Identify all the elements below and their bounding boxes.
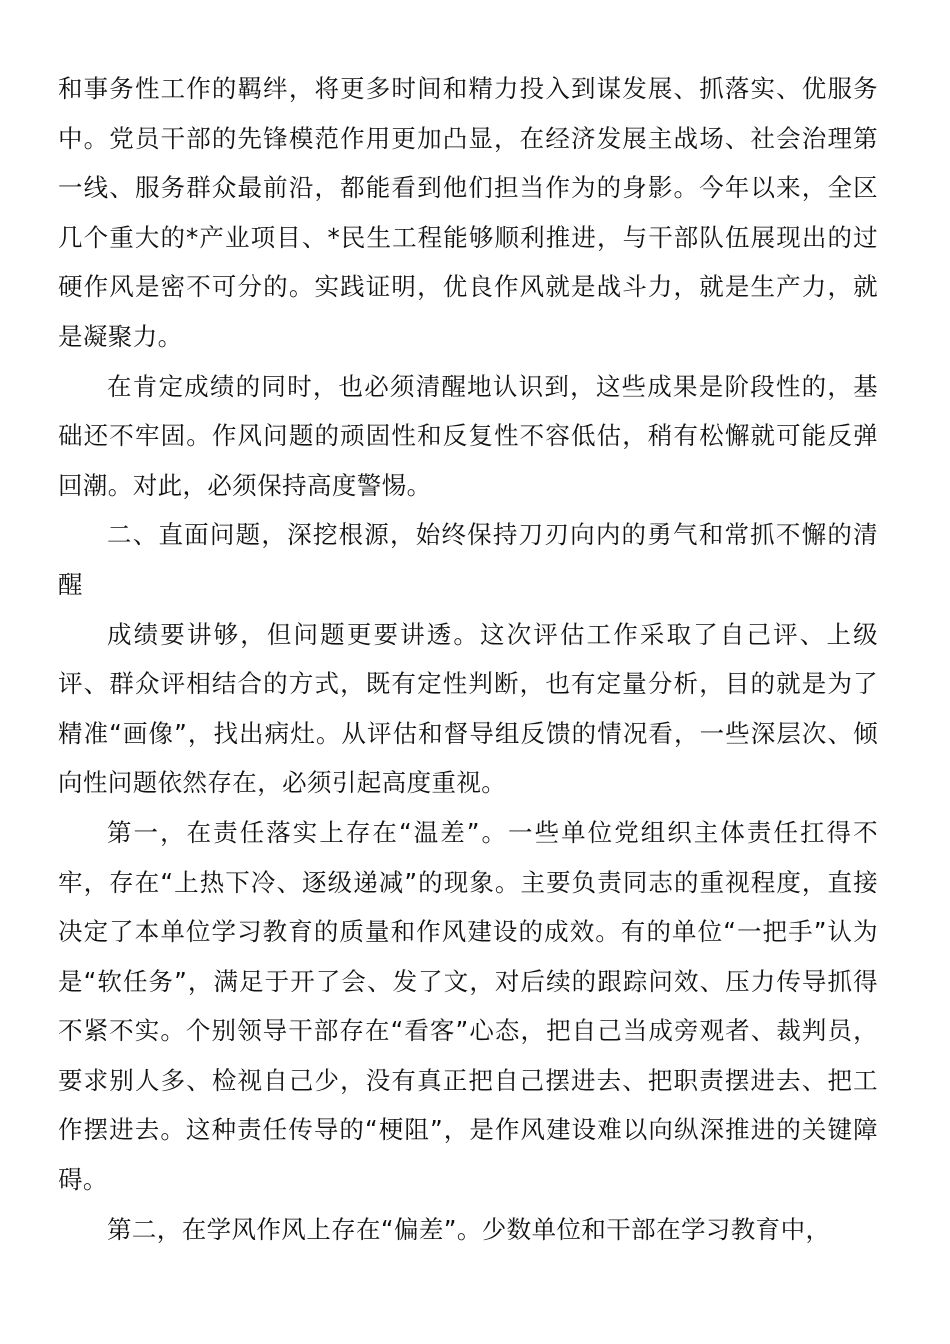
body-paragraph-4: 第一，在责任落实上存在“温差”。一些单位党组织主体责任扛得不牢，存在“上热下冷、逐级递减”的现象。主要负责同志的重视程度，直接决定了本单位学习教育的质量和作风建设的成效。有的单位“一把手”认为是“软任务”，满足于开了会、发了文，对后续的跟踪问效、压力传导抓得不紧不实。个别领导干部存在“看客”心态，把自己当成旁观者、裁判员，要求别人多、检视自己少，没有真正把自己摆进去、把职责摆进去、把工作摆进去。这种责任传导的“梗阻”，是作风建设难以向纵深推进的关键障碍。 — [58, 817, 878, 1195]
body-paragraph-1: 和事务性工作的羁绊，将更多时间和精力投入到谋发展、抓落实、优服务中。党员干部的先锋模范作用更加凸显，在经济发展主战场、社会治理第一线、服务群众最前沿，都能看到他们担当作为的身影。今年以来，全区几个重大的*产业项目、*民生工程能够顺利推进，与干部队伍展现出的过硬作风是密不可分的。实践证明，优良作风就是战斗力，就是生产力，就是凝聚力。 — [58, 74, 878, 351]
body-paragraph-5: 第二，在学风作风上存在“偏差”。少数单位和干部在学习教育中， — [107, 1214, 831, 1244]
section-heading: 二、直面问题，深挖根源，始终保持刀刃向内的勇气和常抓不懈的清醒 — [58, 520, 878, 599]
body-paragraph-3: 成绩要讲够，但问题更要讲透。这次评估工作采取了自己评、上级评、群众评相结合的方式，既有定性判断，也有定量分析，目的就是为了精准“画像”，找出病灶。从评估和督导组反馈的情况看，一些深层次、倾向性问题依然存在，必须引起高度重视。 — [58, 619, 878, 798]
document-page — [58, 64, 878, 1254]
body-paragraph-2: 在肯定成绩的同时，也必须清醒地认识到，这些成果是阶段性的，基础还不牢固。作风问题的顽固性和反复性不容低估，稍有松懈就可能反弹回潮。对此，必须保持高度警惕。 — [58, 371, 878, 500]
